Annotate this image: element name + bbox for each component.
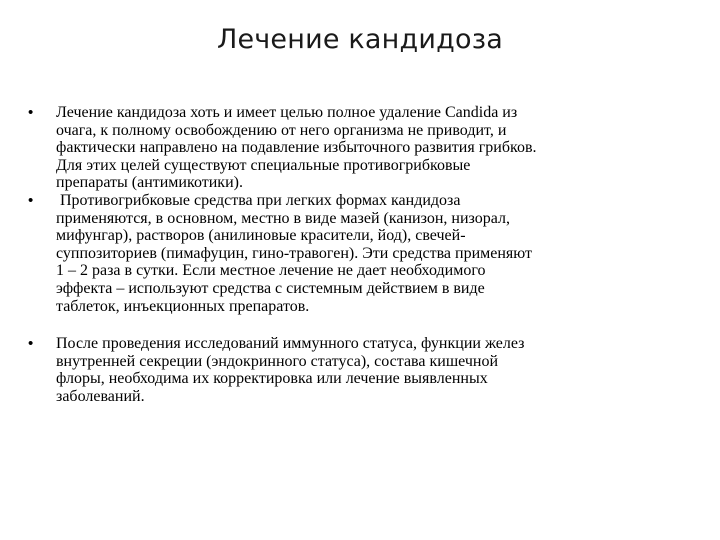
bullet-item [28, 192, 678, 315]
text-line: препараты (антимикотики). [56, 174, 243, 192]
text-line: мифунгар), растворов (анилиновые красители, йод), свечей- [56, 227, 466, 245]
slide-title: Лечение кандидоза [216, 24, 504, 55]
text-line: 1 – 2 раза в сутки. Если местное лечение не дает необходимого [56, 262, 486, 280]
bullet-text [56, 104, 678, 192]
text-line: Для этих целей существуют специальные противогрибковые [56, 156, 471, 174]
bullet-text [56, 335, 678, 405]
text-line: суппозиториев (пимафуцин, гино-травоген). Эти средства применяют [56, 244, 533, 262]
text-line: заболеваний. [56, 387, 145, 405]
text-line: внутренней секреции (эндокринного статуса), состава кишечной [56, 352, 499, 370]
bullet-item [28, 104, 678, 192]
bullet-dot-icon: • [28, 104, 34, 121]
text-line: применяются, в основном, местно в виде мазей (канизон, низорал, [56, 209, 510, 227]
text-line: Противогрибковые средства при легких формах кандидоза [56, 191, 461, 209]
text-line: После проведения исследований иммунного статуса, функции желез [56, 335, 525, 353]
text-line: таблеток, инъекционных препаратов. [56, 297, 310, 315]
text-line: фактически направлено на подавление избыточного развития грибков. [56, 139, 537, 157]
text-line: флоры, необходима их корректировка или лечение выявленных [56, 370, 488, 388]
bullet-item [28, 335, 678, 405]
text-line: очага, к полному освобождению от него организма не приводит, и [56, 121, 507, 139]
bullet-dot-icon: • [28, 191, 34, 209]
bullet-list [28, 104, 678, 406]
bullet-text [56, 192, 678, 315]
text-line: эффекта – используют средства с системным действием в виде [56, 279, 485, 297]
bullet-dot-icon: • [28, 335, 34, 353]
text-line: Лечение кандидоза хоть и имеет целью полное удаление Candida из [56, 104, 518, 121]
